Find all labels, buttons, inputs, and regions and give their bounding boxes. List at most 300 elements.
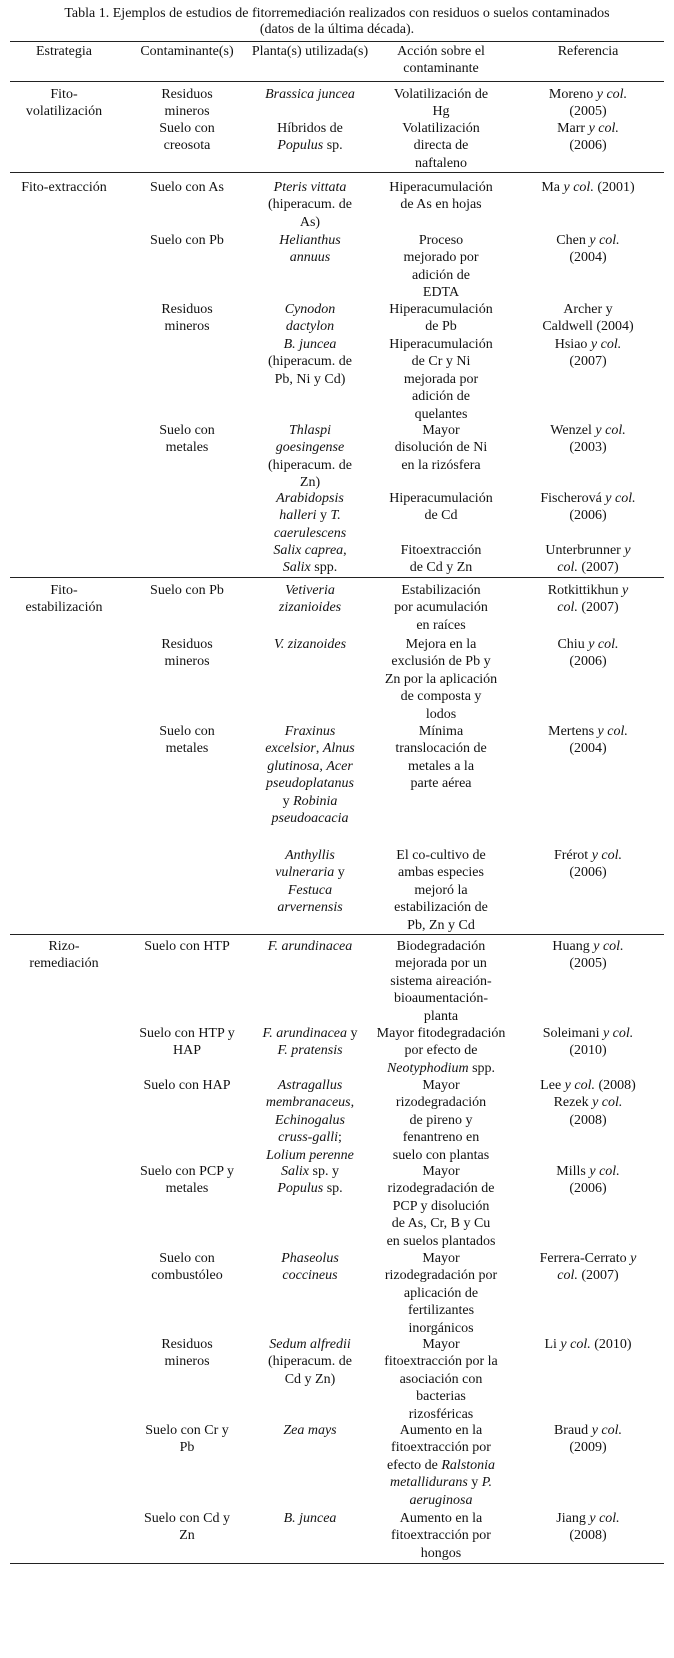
text-run: Hiperacumulación: [389, 302, 493, 317]
contaminant-cell: [128, 301, 246, 336]
text-run: Volatilización: [402, 121, 480, 136]
italic-text: Salix caprea: [273, 543, 344, 558]
text-run: (2006): [569, 865, 607, 881]
contaminant-cell: [128, 43, 246, 60]
text-run: mejoró la: [414, 882, 468, 898]
italic-text: col.: [557, 1268, 578, 1284]
text-run: y: [334, 865, 345, 881]
italic-text: y col.: [597, 724, 628, 739]
cell-line: [248, 599, 372, 616]
text-run: Marr: [557, 121, 589, 136]
cell-line: [372, 1077, 510, 1094]
italic-text: B. juncea: [283, 337, 337, 352]
cell-line: Pb: [179, 1440, 195, 1456]
contaminant-cell: [128, 1163, 246, 1198]
plant-cell: [248, 336, 372, 388]
cell-line: volatilización: [25, 104, 103, 120]
cell-line: [248, 740, 372, 757]
italic-text: Thlaspi: [288, 423, 331, 438]
cell-line: [372, 899, 510, 916]
text-run: PCP y disolución: [392, 1198, 490, 1214]
contaminant-cell: [128, 582, 246, 599]
text-run: fitoextracción por: [391, 1528, 491, 1544]
action-cell: [372, 1422, 510, 1509]
action-cell: [372, 422, 510, 474]
text-run: Proceso: [418, 233, 464, 248]
cell-line: Contaminante(s): [140, 44, 234, 59]
caption-line: Tabla 1. Ejemplos de estudios de fitorremediación realizados con residuos o suelos contaminados: [64, 6, 610, 21]
reference-cell: [510, 636, 666, 671]
text-run: Mayor: [422, 1251, 460, 1266]
section-rule: [10, 577, 664, 578]
cell-line: [248, 899, 372, 916]
cell-line: [372, 249, 510, 266]
plant-cell: [248, 582, 372, 617]
text-run: planta: [423, 1008, 459, 1024]
cell-line: [510, 86, 666, 103]
cell-line: [248, 422, 372, 439]
italic-text: y col.: [605, 491, 636, 506]
cell-line: [372, 1474, 510, 1491]
text-run: (2007): [577, 560, 619, 576]
cell-line: [372, 917, 510, 934]
cell-line: [372, 1180, 510, 1197]
text-run: Archer y: [563, 302, 613, 317]
cell-line: [372, 938, 510, 955]
cell-line: [372, 882, 510, 899]
section-rule: [10, 934, 664, 935]
section-rule: [10, 172, 664, 173]
text-run: Mayor: [422, 423, 460, 438]
text-run: Huang: [552, 939, 594, 954]
cell-line: Fito-: [50, 583, 78, 598]
cell-line: [372, 706, 510, 723]
cell-line: [372, 137, 510, 154]
action-cell: [372, 301, 510, 336]
text-run: (2006): [569, 508, 607, 524]
text-run: Biodegradación: [396, 939, 486, 954]
cell-line: [510, 507, 666, 524]
italic-text: y: [622, 583, 629, 598]
italic-text: Sedum alfredii: [269, 1337, 351, 1352]
text-run: de As, Cr, B y Cu: [391, 1216, 491, 1232]
text-run: ;: [338, 1130, 342, 1146]
text-run: en la rizósfera: [401, 457, 481, 473]
action-cell: [372, 86, 510, 121]
text-run: Volatilización de: [393, 87, 489, 102]
cell-line: [510, 559, 666, 576]
strategy-cell: [10, 179, 118, 196]
action-cell: [372, 938, 510, 1025]
cell-line: Acción sobre el: [397, 44, 485, 59]
cell-line: [248, 214, 372, 231]
reference-cell: [510, 490, 666, 525]
cell-line: [248, 758, 372, 775]
text-run: (2009): [569, 1440, 607, 1456]
cell-line: Fito-extracción: [21, 180, 107, 195]
reference-cell: [510, 1077, 666, 1129]
text-run: ,: [343, 543, 347, 558]
cell-line: Fito-: [50, 87, 78, 102]
text-run: rizosféricas: [408, 1406, 474, 1422]
cell-line: [248, 1250, 372, 1267]
plant-cell: [248, 1336, 372, 1388]
cell-line: [372, 179, 510, 196]
text-run: de Cd y Zn: [409, 560, 473, 576]
reference-cell: [510, 1510, 666, 1545]
italic-text: T.: [330, 508, 341, 524]
cell-line: [372, 439, 510, 456]
italic-text: cruss-galli: [278, 1130, 338, 1146]
cell-line: [248, 474, 372, 491]
text-run: rizodegradación por: [384, 1268, 498, 1284]
cell-line: [372, 1457, 510, 1474]
text-run: hongos: [420, 1545, 462, 1561]
contaminant-cell: [128, 422, 246, 457]
text-run: (2004): [569, 741, 607, 757]
cell-line: [372, 1094, 510, 1111]
italic-text: col.: [557, 560, 578, 576]
cell-line: mineros: [164, 1354, 210, 1370]
text-run: Zn): [299, 475, 321, 491]
text-run: (hiperacum. de: [268, 457, 352, 473]
reference-cell: [510, 847, 666, 882]
cell-line: [248, 196, 372, 213]
cell-line: [248, 371, 372, 388]
cell-line: Suelo con As: [150, 180, 224, 195]
reference-cell: [510, 301, 666, 336]
cell-line: [248, 882, 372, 899]
cell-line: [248, 542, 372, 559]
cell-line: [510, 1510, 666, 1527]
text-run: Zn por la aplicación: [384, 671, 498, 687]
italic-text: y: [624, 543, 631, 558]
italic-text: glutinosa: [267, 758, 320, 774]
text-run: lodos: [425, 706, 457, 722]
cell-line: [372, 1233, 510, 1250]
text-run: (hiperacum. de: [268, 354, 352, 370]
plant-cell: [248, 120, 372, 155]
cell-line: [510, 1422, 666, 1439]
cell-line: combustóleo: [151, 1268, 223, 1284]
action-cell: [372, 43, 510, 78]
action-cell: [372, 120, 510, 172]
cell-line: [372, 1371, 510, 1388]
cell-line: [372, 371, 510, 388]
cell-line: [248, 86, 372, 103]
text-run: suelo con plantas: [392, 1147, 490, 1163]
italic-text: y col.: [595, 423, 626, 438]
action-cell: [372, 1163, 510, 1250]
cell-line: [372, 1267, 510, 1284]
plant-cell: [248, 1163, 372, 1198]
cell-line: Suelo con Pb: [150, 233, 224, 248]
text-run: Ferrera-Cerrato: [539, 1251, 631, 1266]
text-run: quelantes: [414, 406, 468, 422]
cell-line: [248, 1112, 372, 1129]
cell-line: [372, 1320, 510, 1337]
italic-text: Robinia: [293, 793, 338, 809]
italic-text: Festuca: [287, 882, 333, 898]
cell-line: [372, 155, 510, 172]
text-run: directa de: [413, 138, 469, 154]
cell-line: Suelo con: [159, 423, 215, 438]
text-run: sp.: [323, 1181, 343, 1197]
plant-cell: [248, 1077, 372, 1164]
italic-text: Anthyllis: [285, 848, 335, 863]
text-run: ,: [319, 758, 327, 774]
cell-line: [372, 955, 510, 972]
cell-line: mineros: [164, 654, 210, 670]
italic-text: Salix: [281, 1164, 310, 1179]
italic-text: Zea mays: [283, 1423, 337, 1438]
text-run: ambas especies: [398, 865, 484, 881]
cell-line: [248, 507, 372, 524]
italic-text: F. pratensis: [277, 1043, 343, 1059]
italic-text: y col.: [563, 180, 594, 195]
italic-text: y col.: [593, 939, 624, 954]
cell-line: [510, 301, 666, 318]
reference-cell: [510, 723, 666, 758]
cell-line: [372, 1147, 510, 1164]
cell-line: [372, 388, 510, 405]
caption-line: (datos de la última década).: [259, 22, 415, 37]
cell-line: [372, 688, 510, 705]
plant-cell: [248, 723, 372, 827]
italic-text: y col.: [589, 233, 620, 248]
cell-line: [372, 284, 510, 301]
italic-text: Cynodon: [284, 302, 336, 317]
text-run: Mayor: [422, 1078, 460, 1093]
italic-text: Phaseolus: [281, 1251, 339, 1266]
italic-text: zizanioides: [278, 600, 342, 616]
cell-line: [372, 1545, 510, 1562]
cell-line: [372, 582, 510, 599]
text-run: (2007): [569, 354, 607, 370]
text-run: de Cd: [424, 508, 458, 524]
text-run: (2006): [569, 1181, 607, 1197]
cell-line: metales: [165, 1181, 209, 1197]
cell-line: [372, 1302, 510, 1319]
contaminant-cell: [128, 1422, 246, 1457]
cell-line: [372, 196, 510, 213]
cell-line: [510, 599, 666, 616]
cell-line: [248, 847, 372, 864]
cell-line: Suelo con Cr y: [145, 1423, 229, 1438]
text-run: Aumento en la: [399, 1511, 483, 1526]
italic-text: pseudoacacia: [271, 811, 349, 827]
text-run: disolución de Ni: [394, 440, 488, 456]
contaminant-cell: [128, 1077, 246, 1094]
cell-line: [510, 1250, 666, 1267]
cell-line: Suelo con HAP: [143, 1078, 231, 1093]
text-run: (2007): [577, 1268, 619, 1284]
text-run: Lee: [540, 1078, 565, 1093]
cell-line: [372, 723, 510, 740]
cell-line: [248, 525, 372, 542]
reference-cell: [510, 1250, 666, 1285]
cell-line: [248, 137, 372, 154]
cell-line: [372, 740, 510, 757]
text-run: de As en hojas: [400, 197, 482, 213]
italic-text: y col.: [592, 1095, 623, 1111]
cell-line: [372, 653, 510, 670]
text-run: Aumento en la: [399, 1423, 483, 1438]
cell-line: [372, 1042, 510, 1059]
italic-text: y: [630, 1251, 637, 1266]
cell-line: [510, 1439, 666, 1456]
cell-line: HAP: [172, 1043, 201, 1059]
cell-line: [372, 636, 510, 653]
text-run: Mills: [556, 1164, 590, 1179]
text-run: (2005): [569, 956, 607, 972]
text-run: Rezek: [553, 1095, 593, 1111]
text-run: Braud: [553, 1423, 592, 1438]
italic-text: Neotyphodium: [386, 1060, 469, 1076]
italic-text: Ralstonia: [441, 1457, 496, 1473]
cell-line: [510, 179, 666, 196]
cell-line: [248, 775, 372, 792]
cell-line: [372, 1406, 510, 1423]
strategy-cell: [10, 938, 118, 973]
text-run: Hiperacumulación: [389, 491, 493, 506]
cell-line: Residuos: [161, 637, 213, 652]
cell-line: [372, 559, 510, 576]
reference-cell: [510, 1025, 666, 1060]
cell-line: [510, 1267, 666, 1284]
text-run: As): [299, 214, 321, 230]
plant-cell: [248, 1025, 372, 1060]
cell-line: [248, 1510, 372, 1527]
contaminant-cell: [128, 1336, 246, 1371]
text-run: Hiperacumulación: [389, 180, 493, 195]
text-run: Hiperacumulación: [389, 337, 493, 352]
cell-line: [372, 775, 510, 792]
italic-text: y col.: [602, 1026, 634, 1041]
cell-line: Estrategia: [36, 44, 92, 59]
plant-cell: [248, 43, 372, 60]
text-run: por efecto de: [404, 1043, 478, 1059]
cell-line: [510, 490, 666, 507]
text-run: Hg: [432, 104, 450, 120]
italic-text: y col.: [588, 121, 619, 136]
text-run: Caldwell (2004): [542, 319, 634, 335]
cell-line: [372, 1198, 510, 1215]
italic-text: Brassica juncea: [265, 87, 355, 102]
reference-cell: [510, 582, 666, 617]
text-run: spp.: [468, 1060, 496, 1076]
cell-line: Residuos: [161, 1337, 213, 1352]
text-run: adición de: [412, 267, 470, 283]
italic-text: y col.: [590, 337, 622, 352]
text-run: asociación con: [399, 1371, 483, 1387]
cell-line: [372, 599, 510, 616]
cell-line: Rizo-: [48, 939, 80, 954]
cell-line: [372, 617, 510, 634]
text-run: mejorada por: [403, 371, 479, 387]
text-run: Híbridos de: [277, 121, 343, 136]
cell-line: [248, 490, 372, 507]
text-run: naftaleno: [414, 155, 468, 171]
italic-text: Lolium perenne: [266, 1147, 354, 1163]
cell-line: [248, 1163, 372, 1180]
header-bottom-rule: [10, 81, 664, 82]
cell-line: [510, 422, 666, 439]
cell-line: Zn: [179, 1528, 195, 1544]
italic-text: metallidurans: [389, 1475, 468, 1491]
cell-line: [248, 301, 372, 318]
cell-line: Suelo con PCP y: [140, 1164, 234, 1179]
action-cell: [372, 636, 510, 723]
italic-text: P.: [481, 1475, 493, 1491]
italic-text: y col.: [596, 87, 628, 102]
text-run: sistema aireación-: [390, 973, 492, 989]
cell-line: [510, 353, 666, 370]
cell-line: [248, 582, 372, 599]
cell-line: [510, 653, 666, 670]
italic-text: Salix: [282, 560, 311, 576]
cell-line: [372, 1025, 510, 1042]
cell-line: [510, 542, 666, 559]
text-run: Fischerová: [540, 491, 606, 506]
cell-line: [510, 1527, 666, 1544]
italic-text: halleri: [279, 508, 317, 524]
italic-text: y col.: [591, 848, 623, 863]
cell-line: [248, 636, 372, 653]
cell-line: contaminante: [403, 61, 479, 77]
contaminant-cell: [128, 1510, 246, 1545]
cell-line: [248, 1336, 372, 1353]
cell-line: [372, 542, 510, 559]
cell-line: [510, 1163, 666, 1180]
contaminant-cell: [128, 636, 246, 671]
text-run: (2001): [593, 180, 635, 195]
cell-line: [372, 1008, 510, 1025]
text-run: Li: [544, 1337, 561, 1352]
text-run: Mertens: [548, 724, 598, 739]
text-run: ,: [315, 741, 323, 757]
action-cell: [372, 1025, 510, 1077]
action-cell: [372, 232, 510, 302]
action-cell: [372, 336, 510, 423]
action-cell: [372, 490, 510, 525]
text-run: de Cr y Ni: [411, 354, 471, 370]
plant-cell: [248, 1422, 372, 1439]
cell-line: [372, 1285, 510, 1302]
plant-cell: [248, 86, 372, 103]
cell-line: [372, 457, 510, 474]
text-run: (2006): [569, 654, 607, 670]
text-run: de Pb: [425, 319, 457, 335]
italic-text: y col.: [588, 637, 619, 652]
contaminant-cell: [128, 120, 246, 155]
italic-text: Echinogalus: [275, 1112, 345, 1128]
cell-line: [510, 864, 666, 881]
text-run: EDTA: [422, 285, 460, 301]
cell-line: Suelo con: [159, 724, 215, 739]
text-run: bioaumentación-: [393, 991, 489, 1007]
cell-line: Planta(s) utilizada(s): [251, 44, 369, 59]
cell-line: [248, 559, 372, 576]
cell-line: [510, 1336, 666, 1353]
cell-line: [372, 1215, 510, 1232]
cell-line: [372, 1353, 510, 1370]
cell-line: Referencia: [557, 44, 619, 59]
plant-cell: [248, 232, 372, 267]
cell-line: [372, 990, 510, 1007]
text-run: sp.: [323, 138, 343, 154]
table-caption: [10, 6, 664, 38]
